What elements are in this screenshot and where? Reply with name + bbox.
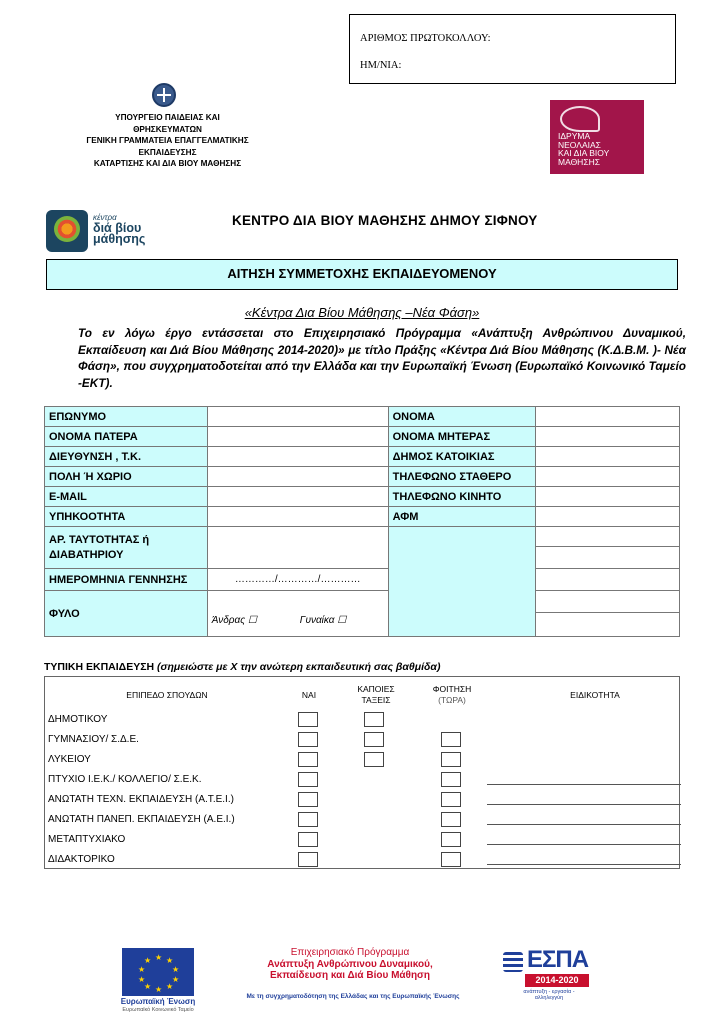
citizenship-label: ΥΠΗΚΟΟΤΗΤΑ (45, 507, 208, 527)
municipality-label: ΔΗΜΟΣ ΚΑΤΟΙΚΙΑΣ (388, 447, 536, 467)
table-row (45, 467, 680, 487)
yes-checkbox[interactable] (298, 772, 318, 787)
city-label: ΠΟΛΗ Ή ΧΩΡΙΟ (45, 467, 208, 487)
attending-checkbox[interactable] (441, 732, 461, 747)
table-row (45, 591, 680, 637)
mobile-field[interactable] (536, 487, 680, 507)
yes-checkbox[interactable] (298, 852, 318, 867)
col-spec: ΕΙΔΙΚΟΤΗΤΑ (570, 690, 620, 700)
eu-flag-icon: ★ ★ ★ ★ ★ ★ ★ ★ ★ ★ (122, 948, 194, 996)
education-level-label: ΑΝΩΤΑΤΗ ΠΑΝΕΠ. ΕΚΠΑΙΔΕΥΣΗ (Α.Ε.Ι.) (48, 814, 235, 825)
kdbm-line1: διά βίου (93, 221, 142, 235)
table-row (45, 427, 680, 447)
attending-checkbox[interactable] (441, 792, 461, 807)
protocol-box (349, 14, 676, 84)
birthdate-label: ΗΜΕΡΟΜΗΝΙΑ ΓΕΝΝΗΣΗΣ (45, 569, 208, 591)
table-row (45, 447, 680, 467)
table-row (45, 527, 680, 569)
col-now-2: (ΤΩΡΑ) (438, 695, 466, 705)
yes-checkbox[interactable] (298, 832, 318, 847)
attending-checkbox[interactable] (441, 852, 461, 867)
espa-title: ΕΣΠΑ (527, 946, 589, 973)
education-heading-note: (σημειώστε με Χ την ανώτερη εκπαιδευτική σας βαθμίδα) (154, 661, 441, 673)
attending-checkbox[interactable] (441, 752, 461, 767)
specialty-field[interactable] (487, 824, 681, 825)
intro-paragraph: Το εν λόγω έργο εντάσσεται στο Επιχειρησιακό Πρόγραμμα «Ανάπτυξη Ανθρώπινου Δυναμικού, Εκπαίδευση και Διά Βίου Μάθησης 2014-2020)» με τίτλο Πράξης «Κέντρα Διά Βίου Μάθησης (Κ.Δ.Β.Μ. )- Νέα Φάση», που συγχρηματοδοτείται από την Ελλάδα και την Ευρωπαϊκή Ένωση (Ευρωπαϊκό Κοινωνικό Ταμείο -ΕΚΤ). (78, 326, 686, 390)
education-level-label: ΓΥΜΝΑΣΙΟΥ/ Σ.Δ.Ε. (48, 734, 139, 745)
col-now-1: ΦΟΙΤΗΣΗ (432, 684, 472, 694)
city-field[interactable] (207, 467, 388, 487)
attending-checkbox[interactable] (441, 832, 461, 847)
email-field[interactable] (207, 487, 388, 507)
education-level-label: ΔΙΔΑΚΤΟΡΙΚΟ (48, 854, 115, 865)
address-label: ΔΙΕΥΘΥΝΣΗ , Τ.Κ. (45, 447, 208, 467)
landline-label: ΤΗΛΕΦΩΝΟ ΣΤΑΘΕΡΟ (388, 467, 536, 487)
name-field[interactable] (536, 407, 680, 427)
extra-cell (536, 569, 680, 591)
kdbm-small: κέντρα (93, 213, 117, 222)
education-level-label: ΑΝΩΤΑΤΗ ΤΕΧΝ. ΕΚΠΑΙΔΕΥΣΗ (Α.Τ.Ε.Ι.) (48, 794, 234, 805)
id-field[interactable] (207, 527, 388, 569)
op-line: Επιχειρησιακό Πρόγραμμα (290, 947, 410, 958)
application-title: ΑΙΤΗΣΗ ΣΥΜΜΕΤΟΧΗΣ ΕΚΠΑΙΔΕΥΟΜΕΝΟΥ (46, 259, 678, 290)
op-line: Εκπαίδευση και Διά Βίου Μάθηση (269, 970, 431, 981)
municipality-field[interactable] (536, 447, 680, 467)
heads-icon (560, 106, 600, 132)
gender-label: ΦΥΛΟ (45, 591, 208, 637)
female-checkbox[interactable]: Γυναίκα ☐ (299, 615, 347, 626)
address-field[interactable] (207, 447, 388, 467)
personal-data-table (44, 406, 680, 637)
blank-cyan-cell (388, 527, 536, 637)
kdbm-logo-text (93, 212, 145, 245)
kdbm-line2: μάθησης (93, 232, 146, 246)
col-some-2: ΤΑΞΕΙΣ (361, 695, 391, 705)
ministry-line: ΥΠΟΥΡΓΕΙΟ ΠΑΙΔΕΙΑΣ ΚΑΙ (115, 113, 220, 122)
espa-tag: ανάπτυξη - εργασία - αλληλεγγύη (523, 989, 575, 1001)
education-heading-text: ΤΥΠΙΚΗ ΕΚΠΑΙΔΕΥΣΗ (44, 661, 155, 673)
logo-line: ΜΑΘΗΣΗΣ (558, 156, 600, 167)
landline-field[interactable] (536, 467, 680, 487)
ministry-line: ΕΚΠΑΙΔΕΥΣΗΣ (138, 147, 197, 157)
eu-sub-label: Ευρωπαϊκό Κοινωνικό Ταμείο (122, 1007, 194, 1013)
ministry-line: ΓΕΝΙΚΗ ΓΡΑΜΜΑΤΕΙΑ ΕΠΑΓΓΕΛΜΑΤΙΚΗΣ (86, 136, 249, 145)
education-level-label: ΔΗΜΟΤΙΚΟΥ (48, 714, 108, 725)
some-classes-checkbox[interactable] (364, 712, 384, 727)
education-level-label: ΜΕΤΑΠΤΥΧΙΑΚΟ (48, 834, 126, 845)
ministry-line: ΚΑΤΑΡΤΙΣΗΣ ΚΑΙ ΔΙΑ ΒΙΟΥ ΜΑΘΗΣΗΣ (93, 159, 242, 168)
afm-label: ΑΦΜ (388, 507, 536, 527)
education-heading (44, 661, 440, 673)
email-label: E-MAIL (45, 487, 208, 507)
col-some-1: ΚΑΠΟΙΕΣ (357, 684, 395, 694)
specialty-field[interactable] (487, 804, 681, 805)
ministry-block (60, 112, 275, 170)
logo-line: ΙΔΡΥΜΑ (558, 131, 591, 141)
yes-checkbox[interactable] (298, 712, 318, 727)
col-yes: ΝΑΙ (301, 690, 317, 700)
some-classes-checkbox[interactable] (364, 752, 384, 767)
op-logo-text (230, 947, 470, 982)
education-level-label: ΠΤΥΧΙΟ Ι.Ε.Κ./ ΚΟΛΛΕΓΙΟ/ Σ.Ε.Κ. (48, 774, 202, 785)
some-classes-checkbox[interactable] (364, 732, 384, 747)
father-field[interactable] (207, 427, 388, 447)
logo-line: ΚΑΙ ΔΙΑ ΒΙΟΥ (558, 148, 610, 158)
attending-checkbox[interactable] (441, 772, 461, 787)
logo-line: ΝΕΟΛΑΙΑΣ (558, 139, 601, 150)
specialty-field[interactable] (487, 864, 681, 865)
protocol-date-label: ΗΜ/ΝΙΑ: (360, 60, 402, 71)
greek-emblem-icon (152, 83, 176, 107)
inedivim-logo (550, 100, 644, 174)
gender-field (207, 591, 388, 637)
education-level-label: ΛΥΚΕΙΟΥ (48, 754, 91, 765)
table-row (45, 569, 680, 591)
op-line: Ανάπτυξη Ανθρώπινου Δυναμικού, (267, 958, 433, 970)
afm-extra-cells (536, 527, 680, 569)
yes-checkbox[interactable] (298, 732, 318, 747)
center-title: ΚΕΝΤΡΟ ΔΙΑ ΒΙΟΥ ΜΑΘΗΣΗΣ ΔΗΜΟΥ ΣΙΦΝΟΥ (232, 213, 538, 228)
extra-cells (536, 591, 680, 637)
table-row (45, 487, 680, 507)
male-checkbox[interactable]: Άνδρας ☐ (211, 615, 257, 626)
id-label: ΑΡ. ΤΑΥΤΟΤΗΤΑΣ ή ΔΙΑΒΑΤΗΡΙΟΥ (45, 527, 208, 569)
eu-label: Ευρωπαϊκή Ένωση (120, 997, 196, 1006)
op-sub: Με τη συγχρηματοδότηση της Ελλάδας και της Ευρωπαϊκής Ένωσης (246, 993, 460, 1000)
table-row (45, 507, 680, 527)
mother-field[interactable] (536, 427, 680, 447)
mobile-label: ΤΗΛΕΦΩΝΟ ΚΙΝΗΤΟ (388, 487, 536, 507)
yes-checkbox[interactable] (298, 792, 318, 807)
surname-field[interactable] (207, 407, 388, 427)
protocol-number-label: ΑΡΙΘΜΟΣ ΠΡΩΤΟΚΟΛΛΟΥ: (360, 33, 491, 44)
subtitle: «Κέντρα Δια Βίου Μάθησης –Νέα Φάση» (244, 305, 480, 320)
yes-checkbox[interactable] (298, 812, 318, 827)
espa-wave-icon (503, 952, 523, 972)
table-row (45, 407, 680, 427)
specialty-field[interactable] (487, 784, 681, 785)
yes-checkbox[interactable] (298, 752, 318, 767)
surname-label: ΕΠΩΝΥΜΟ (45, 407, 208, 427)
espa-years: 2014-2020 (525, 974, 589, 987)
citizenship-field[interactable] (207, 507, 388, 527)
mother-label: ΟΝΟΜΑ ΜΗΤΕΡΑΣ (388, 427, 536, 447)
father-label: ΟΝΟΜΑ ΠΑΤΕΡΑ (45, 427, 208, 447)
tree-logo-icon (46, 210, 88, 252)
ministry-line: ΘΡΗΣΚΕΥΜΑΤΩΝ (133, 124, 202, 134)
specialty-field[interactable] (487, 844, 681, 845)
attending-checkbox[interactable] (441, 812, 461, 827)
afm-field[interactable] (536, 507, 680, 527)
name-label: ΟΝΟΜΑ (388, 407, 536, 427)
col-level: ΕΠΙΠΕΔΟ ΣΠΟΥΔΩΝ (126, 690, 208, 700)
birthdate-field[interactable]: …………/…………/………… (207, 569, 388, 591)
